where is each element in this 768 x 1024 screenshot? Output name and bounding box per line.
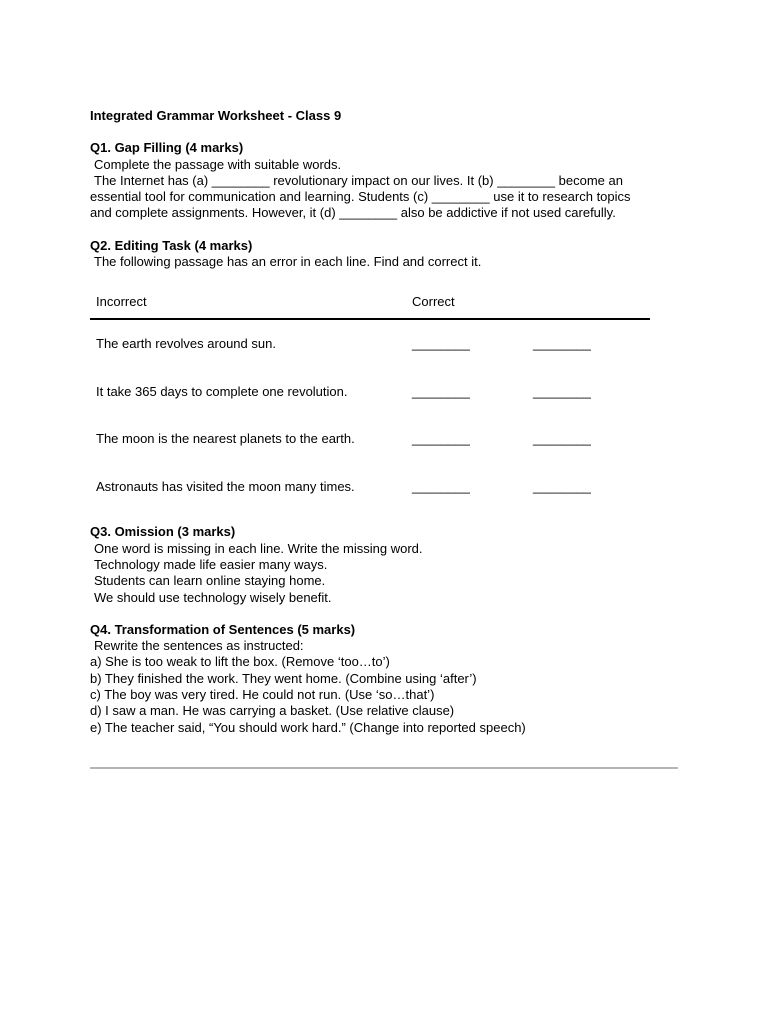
q1-passage-line: The Internet has (a) ________ revolutionary impact on our lives. It (b) ________ become an (94, 172, 623, 188)
q1-passage-line: and complete assignments. However, it (d) ________ also be addictive if not used carefully. (90, 205, 616, 221)
table-row (90, 463, 650, 511)
q3-line: Technology made life easier many ways. (94, 556, 328, 572)
table-row (90, 320, 650, 368)
worksheet-page (90, 108, 690, 752)
q1-heading: Q1. Gap Filling (4 marks) (90, 140, 244, 156)
q3-line: Students can learn online staying home. (94, 573, 326, 589)
answer-blank[interactable]: ________ (412, 383, 470, 399)
column-header-incorrect: Incorrect (96, 294, 147, 310)
q4-instruction: Rewrite the sentences as instructed: (94, 638, 304, 654)
q3-line: One word is missing in each line. Write the missing word. (94, 540, 423, 556)
q2-heading: Q2. Editing Task (4 marks) (90, 237, 253, 253)
q2-instruction: The following passage has an error in each line. Find and correct it. (94, 254, 482, 270)
q1-section (90, 140, 690, 221)
q4-item: e) The teacher said, “You should work hard.” (Change into reported speech) (90, 719, 526, 735)
q4-section (90, 622, 690, 736)
answer-blank[interactable]: ________ (412, 336, 470, 352)
incorrect-sentence: It take 365 days to complete one revolution. (96, 383, 348, 399)
answer-blank[interactable]: ________ (412, 431, 470, 447)
editing-table (90, 294, 650, 510)
q1-instruction: Complete the passage with suitable words. (94, 156, 342, 172)
q4-item: a) She is too weak to lift the box. (Remove ‘too…to’) (90, 654, 390, 670)
q4-item: c) The boy was very tired. He could not run. (Use ‘so…that’) (90, 687, 435, 703)
q3-section (90, 524, 690, 605)
answer-blank[interactable]: ________ (533, 478, 591, 494)
q4-item: d) I saw a man. He was carrying a basket. (Use relative clause) (90, 703, 455, 719)
incorrect-sentence: The earth revolves around sun. (96, 336, 276, 352)
table-row (90, 368, 650, 416)
editing-table-header (90, 294, 650, 318)
q2-section (90, 238, 690, 511)
answer-blank[interactable]: ________ (533, 383, 591, 399)
worksheet-title: Integrated Grammar Worksheet - Class 9 (90, 108, 342, 123)
q3-heading: Q3. Omission (3 marks) (90, 524, 236, 540)
q4-heading: Q4. Transformation of Sentences (5 marks) (90, 621, 356, 637)
answer-blank[interactable]: ________ (533, 431, 591, 447)
table-row (90, 415, 650, 463)
answer-blank[interactable]: ________ (533, 336, 591, 352)
incorrect-sentence: The moon is the nearest planets to the earth. (96, 431, 355, 447)
q4-item: b) They finished the work. They went home. (Combine using ‘after’) (90, 670, 477, 686)
q1-passage-line: essential tool for communication and learning. Students (c) ________ use it to research topics (90, 189, 631, 205)
answer-blank[interactable]: ________ (412, 478, 470, 494)
q3-line: We should use technology wisely benefit. (94, 589, 332, 605)
incorrect-sentence: Astronauts has visited the moon many times. (96, 478, 355, 494)
column-header-correct: Correct (412, 294, 455, 310)
bottom-divider (90, 767, 678, 769)
